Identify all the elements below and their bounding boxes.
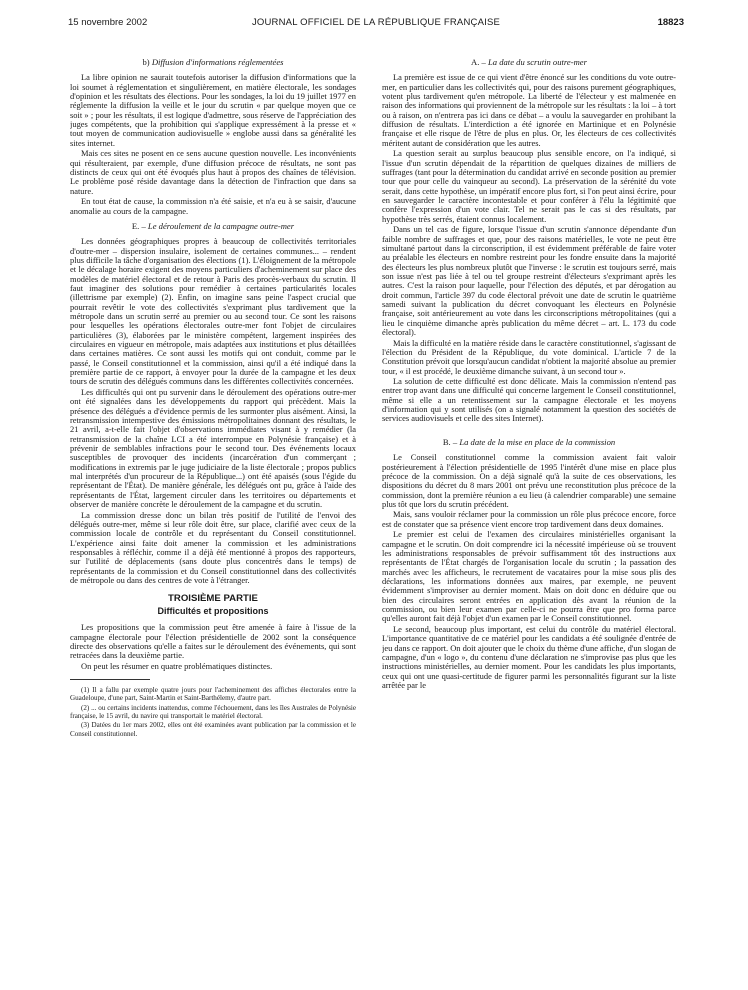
paragraph: Les données géographiques propres à beaucoup de collectivités territoriales d'outre-mer – dispersion insulaire, isolement de certaines communes... – rendent plus difficile la tâche d'organisation des élections (1). L'éloignement de la métropole et le décalage horaire exigent des moyens particuliers d'acheminement sur place des modèles de matériel électoral et de retour à Paris des procès-verbaux du scrutin. Il faut imaginer des solutions pour remédier à certaines particularités locales (illettrisme par exemple) (2). Enfin, on imagine sans peine l'aspect crucial que pourrait revêtir le vote des collectivités s'exprimant plus tardivement que la métropole dans un scrutin serré au premier ou au second tour. Ce sont les raisons pour lesquelles les opérations électorales outre-mer font l'objet de circulaires particulières (3), élaborées par le ministère compétent, largement inspirées des circulaires en vigueur en métropole, mais adaptées aux institutions et plus détaillées dans certaines matières. Ce sont aussi les motifs qui ont conduit, comme par le passé, le Conseil constitutionnel et la commission, ainsi qu'il a été indiqué dans la première partie de ce rapport, à envoyer pour la durée de la campagne et les deux tours de scrutin des délégués communs dans les différentes collectivités concernées.: [70, 236, 356, 387]
footnote-2: (2) ... ou certains incidents inattendus, comme l'échouement, dans les îles Australes de Polynésie française, le 15 avril, du navire qui transportait le matériel électoral.: [70, 703, 356, 721]
footnote-3: (3) Datées du 1er mars 2002, elles ont été examinées avant publication par la commission et le Conseil constitutionnel.: [70, 721, 356, 738]
paragraph: On peut les résumer en quatre problématiques distinctes.: [81, 660, 273, 671]
paragraph: Mais ces sites ne posent en ce sens aucune question nouvelle. Les inconvénients qui résulteraient, par exemple, d'une diffusion précoce de résultats, ne sont pas distincts de ceux qui ont été évoqués plus haut à propos des chaînes de télévision. Le problème posé réside davantage dans la détection de l'infraction que dans sa nature.: [70, 148, 356, 196]
paragraph: Le second, beaucoup plus important, est celui du contrôle du matériel électoral. L'importance quantitative de ce matériel pour les candidats a été soulignée d'entrée de jeu dans ce rapport. On doit ajouter que le choix du thème d'une affiche, d'un slogan de campagne, d'un « logo », du contenu d'une déclaration ne s'improvise pas plus que les instructions ministérielles, au dernier moment. Pour les candidats les plus importants, ceux qui ont une quasi-certitude de figurer parmi les personnalités figurant sur la liste arrêtée par le: [382, 623, 676, 690]
paragraph: La question serait au surplus beaucoup plus sensible encore, on l'a indiqué, si l'issue d'un scrutin dépendait de la répartition de quelques dizaines de milliers de suffrages (tant pour la détermination du candidat arrivé en seconde position au premier tour que pour celle du vainqueur au second). La préservation de la sérénité du vote serait, dans cette hypothèse, un impératif encore plus fort, si l'on peut ainsi écrire, pour en sauvegarder le caractère incontestable et pour conférer à l'élu la légitimité que confère l'expression d'un vote clair. Tel ne serait pas le cas si des résultats, par hypothèse très serrés, étaient connus localement.: [382, 148, 676, 224]
footnote-divider: [70, 679, 150, 680]
subsection-title: Diffusion d'informations réglementées: [151, 57, 284, 67]
paragraph: En tout état de cause, la commission n'a été saisie, et n'a eu à se saisir, d'aucune anomalie au cours de la campagne.: [70, 196, 356, 216]
section-heading-b: [382, 438, 676, 447]
paragraph: Les propositions que la commission peut être amenée à faire à l'issue de la campagne électorale pour l'élection présidentielle de 2002 sont la conséquence directe des observations qu'elle a faites sur le déroulement des événements, qui sont retracées dans la deuxième partie.: [70, 622, 356, 661]
part-subtitle: Difficultés et propositions: [157, 606, 269, 617]
paragraph: Le Conseil constitutionnel comme la commission avaient fait valoir postérieurement à l'élection présidentielle de 1995 l'intérêt d'une mise en place plus précoce de la commission. On a déjà signalé qu'à la suite de ces observations, les dispositions du décret du 8 mars 2001 ont prévu une reconstitution plus précoce de la commission, dont la première réunion a eu lieu (à calendrier comparable) une semaine plus tôt que lors du scrutin précédent.: [382, 452, 676, 509]
section-prefix: A. –: [471, 57, 486, 67]
footnote-1: (1) Il a fallu par exemple quatre jours pour l'acheminement des affiches électorales entre la Guadeloupe, d'une part, Saint-Martin et Saint-Barthélemy, d'autre part.: [70, 686, 356, 703]
page-header: [68, 17, 684, 31]
section-heading-e: [70, 222, 356, 231]
section-title: Le déroulement de la campagne outre-mer: [147, 220, 295, 231]
paragraph: La libre opinion ne saurait toutefois autoriser la diffusion d'informations que la loi soumet à réglementation et singulièrement, en matière électorale, les sondages d'opinion et les résultats des élections. Pour les sondages, la loi du 19 juillet 1977 en réglemente la diffusion la veille et le jour du scrutin « par quelque moyen que ce soit » ; pour les résultats, il est logique d'admettre, sous réserve de l'appréciation des juges compétents, que la prohibition qui s'applique expressément à la presse et « tout moyen de communication audiovisuelle » englobe aussi dans sa généralité les sites internet.: [70, 72, 356, 148]
paragraph: La solution de cette difficulté est donc délicate. Mais la commission n'entend pas entrer trop avant dans une difficulté qui concerne largement le Conseil constitutionnel, même si elle a un retentissement sur la campagne électorale et les moyens d'information qui y sont utilisés (on a signalé notamment la question des sociétés de services audiovisuels et celle des sites Internet).: [382, 376, 676, 424]
section-title: La date de la mise en place de la commission: [459, 436, 616, 447]
paragraph: Le premier est celui de l'examen des circulaires ministérielles organisant la campagne et le scrutin. On doit comprendre ici la nécessité impérieuse où se trouvent les administrations responsables de prévoir suffisamment tôt des instructions aux représentants de l'État chargés de l'organisation locale du scrutin ; la passation des marchés avec les afficheurs, le recrutement de vacataires pour la mise sous plis des déclarations, les informations données aux maires, par exemple, ne peuvent évidemment s'improviser au dernier moment. Mais on doit donc en déduire que ou bien des circulaires seront entrées en application dès avant la réunion de la commission, ou bien leur examen par celle-ci ne pourra être que pro forma parce qu'elles auront fait déjà l'objet d'un examen par le Conseil constitutionnel.: [382, 529, 676, 624]
part-title: TROISIÈME PARTIE: [168, 593, 258, 605]
section-prefix: B. –: [442, 436, 458, 447]
paragraph: La première est issue de ce qui vient d'être énoncé sur les conditions du vote outre-mer, en particulier dans les collectivités qui, pour des raisons purement géographiques, votent plus tardivement qu'en métropole. La liberté de l'électeur y est malmenée en raison des informations qui proviennent de la métropole sur les résultats : la loi – à tort ou à raison, on n'entrera pas ici dans ce débat – a voulu la sauvegarder en prohibant la diffusion de résultats. L'interdiction a été ignorée en Martinique et en Polynésie française et elle risque de l'être de plus en plus. Or, les électeurs de ces collectivités méritent autant de considération que les autres.: [382, 72, 676, 148]
paragraph: Mais la difficulté en la matière réside dans le caractère constitutionnel, s'agissant de l'élection du Président de la République, du vote dominical. L'article 7 de la Constitution prévoit que lorsqu'aucun candidat n'obtient la majorité absolue au premier tour, « il est procédé, le deuxième dimanche suivant, à un second tour ».: [382, 337, 676, 376]
paragraph: Mais, sans vouloir réclamer pour la commission un rôle plus précoce encore, force est de constater que sa présence vient encore trop tardivement dans deux domaines.: [382, 509, 676, 529]
paragraph: Les difficultés qui ont pu survenir dans le déroulement des opérations outre-mer ont été signalées dans les développements du rapport qui précèdent. Mais la présence des délégués a d'évidence permis de les surmonter plus aisément. Ainsi, la retransmission intempestive des émissions métropolitaines donnant des résultats, le 21 avril, a-t-elle fait l'objet d'observations immédiates visant à y remédier (la retransmission de la chaîne LCI a été interrompue en Polynésie française) et à prévenir de semblables infractions pour le second tour. Des événements locaux susceptibles de provoquer des incidents (incarcération d'un commerçant ; modifications in extremis par le juge judiciaire de la liste électorale ; propos publics mal interprétés d'un procureur de la République...) ont été apaisés (sous l'égide du représentant de l'État). De manière générale, les délégués ont pu, grâce à l'aide des représentants de l'État, largement circuler dans les territoires ou départements et observer de manière concrète le déroulement de la campagne et du scrutin.: [70, 386, 356, 510]
header-title: JOURNAL OFFICIEL DE LA RÉPUBLIQUE FRANÇAISE: [251, 17, 501, 28]
subsection-prefix: b): [142, 57, 150, 67]
paragraph: La commission dresse donc un bilan très positif de l'utilité de l'envoi des délégués outre-mer, même si leur rôle doit être, sur place, clarifié avec ceux de la commission locale de contrôle et du représentant du Conseil constitutionnel. L'expérience ainsi faite doit amener la commission et les administrations responsables à réfléchir, comme il a déjà été mentionné à propos des rapporteurs, sur l'utilité de déplacements (sans doute plus concentrés dans le temps) de représentants de la commission et du Conseil constitutionnel dans des collectivités de métropole ou dans des centres de vote à l'étranger.: [70, 509, 356, 585]
subsection-heading-b: [70, 58, 356, 67]
section-heading-a: [382, 58, 676, 67]
header-date: 15 novembre 2002: [68, 17, 148, 28]
right-column: [382, 52, 676, 982]
paragraph: Dans un tel cas de figure, lorsque l'issue d'un scrutin s'annonce dépendante d'un faible nombre de suffrages et que, pour des raisons matérielles, le vote ne peut être simultané partout dans la circonscription, il est évidemment préférable de faire voter au préalable les électeurs en nombre restreint pour les fondre ensuite dans la majorité des électeurs les plus nombreux plutôt que l'inverse : le scrutin est toujours serré, mais son issue n'est pas liée à tel ou tel groupe restreint d'électeurs s'exprimant après les autres. C'est la raison pour laquelle, pour l'élection des députés, et par dérogation au droit commun, l'article 397 du code électoral prévoit une date de scrutin le quatrième samedi suivant la publication du décret convoquant les électeurs en Polynésie française, soit antérieurement au vote dans les circonscriptions métropolitaines (qui a lieu le cinquième dimanche après publication du même décret – art. L. 173 du code électoral).: [382, 224, 676, 337]
section-prefix: E. –: [131, 220, 146, 231]
header-page-number: 18823: [657, 17, 684, 28]
left-column: [70, 52, 356, 982]
section-title: La date du scrutin outre-mer: [487, 57, 587, 67]
